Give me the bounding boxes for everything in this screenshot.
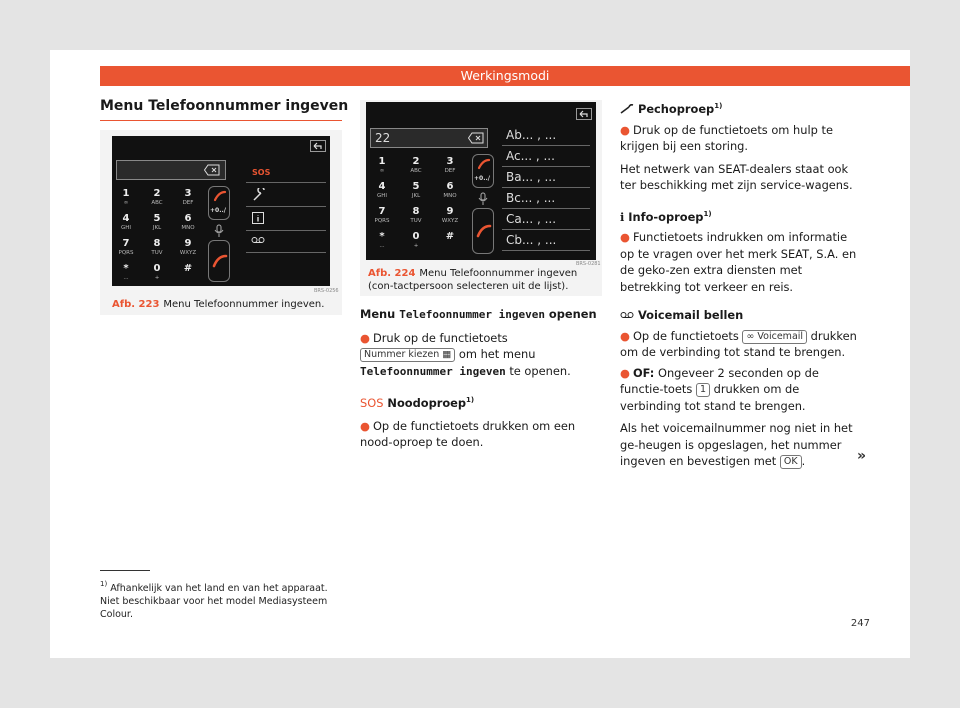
- keypad-key[interactable]: *: [123, 263, 129, 274]
- breakdown-para: Het netwerk van SEAT-dealers staat ook ter beschikking met zijn service-wagens.: [620, 161, 853, 192]
- phone-icon: [212, 253, 228, 269]
- keypad-key[interactable]: 4: [378, 181, 386, 192]
- open-menu-step: ● Druk op de functietoets Nummer kiezen ▦ om het menu Telefoonnummer ingeven te openen.: [360, 330, 571, 378]
- footnote-rule: [100, 570, 150, 571]
- keypad-key-letters: +: [154, 275, 160, 281]
- keypad-key-letters: ...: [379, 243, 385, 249]
- keypad-key[interactable]: 9: [184, 238, 192, 249]
- figure-224: [360, 100, 602, 296]
- keypad-key-letters: JKL: [152, 225, 162, 231]
- breakdown-heading: Pechoproep$^{1)}$: [620, 98, 860, 118]
- mic-icon: [214, 224, 224, 238]
- contact-item[interactable]: Ba... , ...: [506, 170, 556, 184]
- keypad-key-letters: PQRS: [118, 250, 134, 256]
- contact-item[interactable]: Ac... , ...: [506, 149, 555, 163]
- phone-screen-223: [112, 136, 330, 286]
- voicemail-step-2: ● OF: Ongeveer 2 seconden op de functie-toets 1 drukken om de verbinding tot stand te brengen.: [620, 365, 819, 413]
- contact-divider: [502, 208, 590, 209]
- info-heading: ℹ Info-oproep$^{1)}$: [620, 209, 712, 224]
- right-text: [620, 98, 860, 470]
- open-menu-heading: Menu Telefoonnummer ingeven openen: [360, 307, 597, 321]
- section-title: Menu Telefoonnummer ingeven: [100, 98, 349, 114]
- keypad-key-letters: ...: [123, 275, 129, 281]
- mic-icon: [478, 192, 488, 206]
- phone-icon: [476, 223, 492, 239]
- wrench-icon[interactable]: [252, 188, 266, 202]
- keypad-key[interactable]: 4: [122, 213, 130, 224]
- phone-icon: [213, 190, 227, 204]
- keypad-key-letters: ∞: [123, 200, 129, 206]
- ok-key: OK: [780, 455, 802, 469]
- menu-divider: [246, 230, 326, 231]
- keypad-key-letters: MNO: [443, 193, 457, 199]
- contact-item[interactable]: Cb... , ...: [506, 233, 557, 247]
- voicemail-step-1: ● Op de functietoets ∞ Voicemail drukken om de verbinding tot stand te brengen.: [620, 328, 857, 359]
- call-button[interactable]: [208, 240, 230, 282]
- keypad-key-letters: TUV: [151, 250, 163, 256]
- figure-caption-text: Menu Telefoonnummer ingeven (con-tactpersoon selecteren uit de lijst).: [368, 268, 578, 292]
- menu-divider: [246, 182, 326, 183]
- breakdown-step: ● Druk op de functietoets om hulp te krijgen bij een storing.: [620, 122, 833, 153]
- keypad-key-letters: WXYZ: [441, 218, 459, 224]
- nummer-kiezen-key: Nummer kiezen ▦: [360, 348, 455, 362]
- info-icon[interactable]: [252, 212, 264, 224]
- figure-number: Afb. 223: [112, 299, 160, 310]
- keypad-key[interactable]: 1: [122, 188, 130, 199]
- keypad-key-letters: DEF: [182, 200, 194, 206]
- keypad-key-letters: GHI: [376, 193, 388, 199]
- page: [50, 50, 910, 658]
- menu-divider: [246, 252, 326, 253]
- voicemail-icon: ∞: [746, 330, 755, 342]
- backspace-icon: [204, 164, 220, 176]
- keypad-key[interactable]: 9: [446, 206, 454, 217]
- middle-text: [360, 306, 600, 451]
- chapter-header: Werkingsmodi: [100, 66, 910, 86]
- page-number: 247: [850, 618, 870, 629]
- keypad-key[interactable]: 2: [153, 188, 161, 199]
- keypad-key[interactable]: 6: [446, 181, 454, 192]
- keypad-key-letters: ABC: [410, 168, 422, 174]
- keypad-key[interactable]: #: [183, 263, 193, 274]
- keypad-key-letters: ABC: [151, 200, 163, 206]
- keypad-key-letters: MNO: [181, 225, 195, 231]
- voicemail-key: ∞ Voicemail: [742, 330, 807, 344]
- back-icon: [310, 140, 326, 152]
- keypad-key[interactable]: 0: [153, 263, 161, 274]
- contact-item[interactable]: Ab... , ...: [506, 128, 557, 142]
- contact-divider: [502, 229, 590, 230]
- keypad-key-letters: JKL: [411, 193, 421, 199]
- keypad-key[interactable]: 5: [412, 181, 420, 192]
- backspace-icon: [468, 132, 484, 144]
- keypad-key-letters: PQRS: [374, 218, 390, 224]
- figure-caption-text: Menu Telefoonnummer ingeven.: [163, 299, 325, 310]
- keypad-key-letters: DEF: [444, 168, 456, 174]
- figure-caption: [368, 267, 598, 293]
- sos-heading: SOS Noodoproep$^{1)}$: [360, 396, 475, 410]
- call-button[interactable]: [472, 208, 494, 254]
- contact-item[interactable]: Ca... , ...: [506, 212, 557, 226]
- number-input-value: 22: [375, 131, 391, 145]
- keypad-icon: ▦: [442, 349, 452, 360]
- contact-divider: [502, 187, 590, 188]
- voicemail-icon[interactable]: [251, 236, 265, 244]
- contact-divider: [502, 250, 590, 251]
- info-icon: ℹ: [620, 209, 625, 224]
- back-icon: [576, 108, 592, 120]
- figure-caption: [112, 298, 338, 311]
- keypad-key[interactable]: 7: [378, 206, 386, 217]
- contact-divider: [502, 166, 590, 167]
- keypad-key-letters: GHI: [120, 225, 132, 231]
- keypad-key[interactable]: 1: [378, 156, 386, 167]
- voicemail-icon: [620, 311, 634, 319]
- plus-button[interactable]: [472, 154, 494, 188]
- contact-divider: [502, 145, 590, 146]
- plus-label: +0../: [474, 175, 490, 182]
- keypad-key[interactable]: 6: [184, 213, 192, 224]
- keypad-key[interactable]: 3: [184, 188, 192, 199]
- keypad-key[interactable]: *: [379, 231, 385, 242]
- keypad-key[interactable]: 8: [153, 238, 161, 249]
- keypad-key[interactable]: #: [445, 231, 455, 242]
- keypad-key[interactable]: 7: [122, 238, 130, 249]
- section-rule: [100, 120, 342, 121]
- figure-code: BRS-0281: [576, 261, 601, 267]
- voicemail-para: Als het voicemailnummer nog niet in het ge-heugen is opgeslagen, het nummer ingeven en bevestigen met OK .: [620, 421, 853, 468]
- figure-223: [100, 130, 342, 315]
- keypad-key-letters: ∞: [379, 168, 385, 174]
- keypad-key[interactable]: 0: [412, 231, 420, 242]
- footnote: $^{1)}$ Afhankelijk van het land en van het apparaat. Niet beschikbaar voor het model Mediasysteem Colour.: [100, 580, 328, 620]
- menu-divider: [246, 206, 326, 207]
- info-step: ● Functietoets indrukken om informatie op te vragen over het merk SEAT, S.A. en de geko-zen extra diensten met betrekking tot verkeer en reis.: [620, 230, 857, 294]
- keypad-key[interactable]: 8: [412, 206, 420, 217]
- phone-icon: [477, 158, 491, 172]
- figure-number: Afb. 224: [368, 268, 416, 279]
- phone-screen-224: [366, 102, 596, 260]
- sos-label[interactable]: SOS: [252, 168, 271, 177]
- sos-step: ● Op de functietoets drukken om een nood-oproep te doen.: [360, 418, 576, 449]
- keypad-key-letters: +: [413, 243, 419, 249]
- keypad-key[interactable]: 2: [412, 156, 420, 167]
- voicemail-heading: Voicemail bellen: [620, 307, 860, 324]
- keypad-key-letters: TUV: [410, 218, 422, 224]
- keypad-key-letters: WXYZ: [179, 250, 197, 256]
- wrench-icon: [620, 104, 634, 114]
- plus-button[interactable]: [208, 186, 230, 220]
- figure-code: BRS-0256: [314, 288, 339, 294]
- contact-item[interactable]: Bc... , ...: [506, 191, 556, 205]
- keypad-key[interactable]: 3: [446, 156, 454, 167]
- keypad-key[interactable]: 5: [153, 213, 161, 224]
- key-1: 1: [696, 383, 710, 397]
- plus-label: +0../: [210, 207, 226, 214]
- continued-marker: »: [856, 448, 866, 464]
